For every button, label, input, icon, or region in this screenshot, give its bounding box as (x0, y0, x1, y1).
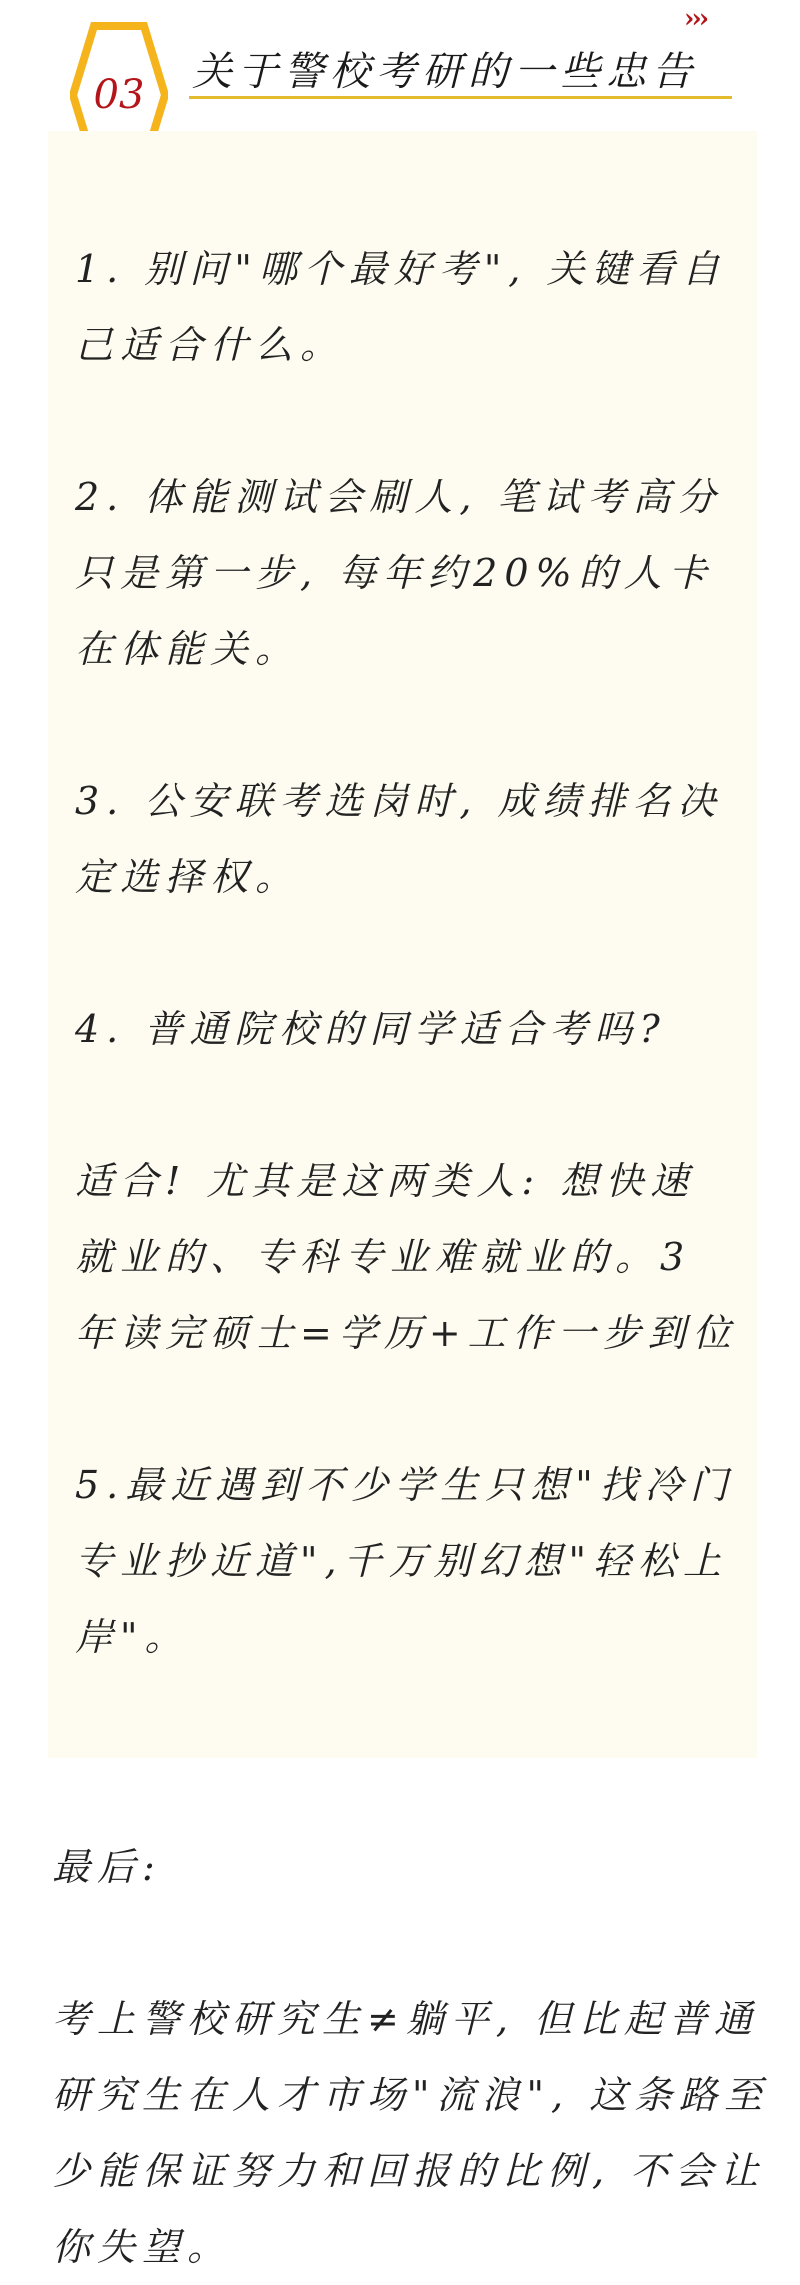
tip-line: 年读完硕士=学历+工作一步到位 (75, 1311, 738, 1355)
tip-line: 就业的、专科专业难就业的。3 (75, 1235, 692, 1279)
closing-line: 研究生在人才市场"流浪", 这条路至 (52, 2073, 770, 2117)
tip-1 (75, 231, 757, 383)
tip-4 (75, 991, 757, 1067)
title-underline (189, 96, 732, 99)
tip-line: 1. 别问"哪个最好考", 关键看自 (75, 247, 727, 291)
tip-line: 在体能关。 (75, 627, 301, 671)
closing-section (52, 1829, 769, 2285)
tip-line: 5.最近遇到不少学生只想"找冷门 (75, 1463, 735, 1507)
section-number: 03 (93, 72, 145, 118)
section-title: 关于警校考研的一些忠告 (192, 49, 698, 95)
tip-line: 2. 体能测试会刷人, 笔试考高分 (75, 475, 723, 519)
tip-line: 3. 公安联考选岗时, 成绩排名决 (75, 779, 723, 823)
closing-line: 少能保证努力和回报的比例, 不会让 (52, 2149, 766, 2193)
tip-5 (75, 1447, 757, 1675)
closing-line: 你失望。 (52, 2225, 233, 2269)
tip-line: 定选择权。 (75, 855, 301, 899)
tip-3 (75, 763, 757, 915)
tip-line: 4. 普通院校的同学适合考吗? (75, 1007, 667, 1051)
tip-line: 适合! 尤其是这两类人: 想快速 (75, 1159, 696, 1203)
tip-4-answer (75, 1143, 757, 1371)
tip-line: 岸"。 (75, 1615, 190, 1659)
closing-label: 最后: (52, 1845, 162, 1889)
closing-line: 考上警校研究生≠躺平, 但比起普通 (52, 1997, 759, 2041)
tip-2 (75, 459, 757, 687)
tip-line: 己适合什么。 (75, 323, 346, 367)
tip-line: 只是第一步, 每年约20%的人卡 (75, 551, 714, 595)
tip-line: 专业抄近道",千万别幻想"轻松上 (75, 1539, 729, 1583)
tips-box (48, 131, 757, 1758)
chevrons-icon: ››› (684, 4, 707, 34)
